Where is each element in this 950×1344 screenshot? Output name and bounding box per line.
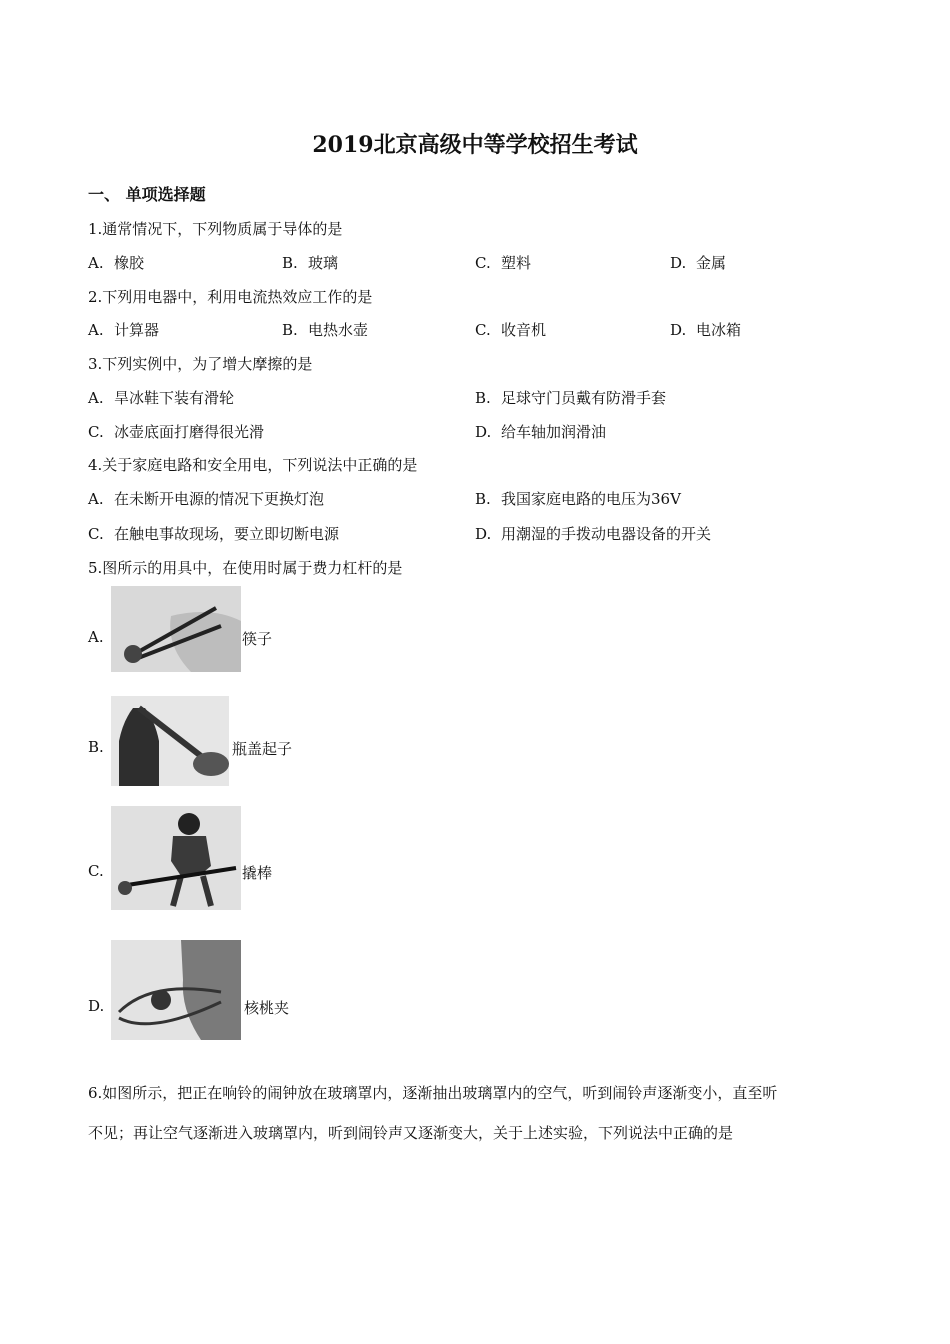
option: B. 玻璃 (282, 254, 339, 272)
option: D. 给车轴加润滑油 (475, 423, 607, 441)
section-heading: 一、 单项选择题 (88, 185, 206, 204)
option: D. 用潮湿的手拨动电器设备的开关 (475, 525, 712, 543)
option: B. 电热水壶 (282, 321, 369, 339)
question-stem: 3.下列实例中，为了增大摩擦的是 (88, 355, 313, 373)
option: C. 塑料 (475, 254, 532, 272)
option-label: A. (88, 628, 104, 646)
bottle-opener-image (111, 696, 229, 786)
question-stem: 1.通常情况下，下列物质属于导体的是 (88, 220, 343, 238)
option: B. 足球守门员戴有防滑手套 (475, 389, 667, 407)
option-text: 撬棒 (242, 864, 273, 882)
option: D. 电冰箱 (670, 321, 742, 339)
option: A. 计算器 (88, 321, 160, 339)
option: C. 在触电事故现场，要立即切断电源 (88, 525, 340, 543)
question-stem: 2.下列用电器中，利用电流热效应工作的是 (88, 288, 373, 306)
nutcracker-image (111, 940, 241, 1040)
option: C. 冰壶底面打磨得很光滑 (88, 423, 265, 441)
option: C. 收音机 (475, 321, 547, 339)
question-stem-line: 6.如图所示，把正在响铃的闹钟放在玻璃罩内，逐渐抽出玻璃罩内的空气，听到闹铃声逐渐变小，直至听 (88, 1084, 778, 1102)
option-label: B. (88, 738, 104, 756)
option-text: 筷子 (242, 630, 273, 648)
option: B. 我国家庭电路的电压为36V (475, 490, 681, 508)
question-stem-line: 不见；再让空气逐渐进入玻璃罩内，听到闹铃声又逐渐变大，关于上述实验，下列说法中正确的是 (88, 1124, 734, 1142)
option-text: 核桃夹 (244, 999, 290, 1017)
option-label: C. (88, 862, 104, 880)
option: D. 金属 (670, 254, 727, 272)
question-stem: 5.图所示的用具中，在使用时属于费力杠杆的是 (88, 559, 403, 577)
chopsticks-image (111, 586, 241, 672)
option: A. 橡胶 (88, 254, 145, 272)
option: A. 旱冰鞋下装有滑轮 (88, 389, 235, 407)
option: A. 在未断开电源的情况下更换灯泡 (88, 490, 325, 508)
option-text: 瓶盖起子 (232, 740, 293, 758)
crowbar-image (111, 806, 241, 910)
option-label: D. (88, 997, 105, 1015)
page-title: 2019北京高级中等学校招生考试 (312, 132, 638, 158)
question-stem: 4.关于家庭电路和安全用电，下列说法中正确的是 (88, 456, 418, 474)
